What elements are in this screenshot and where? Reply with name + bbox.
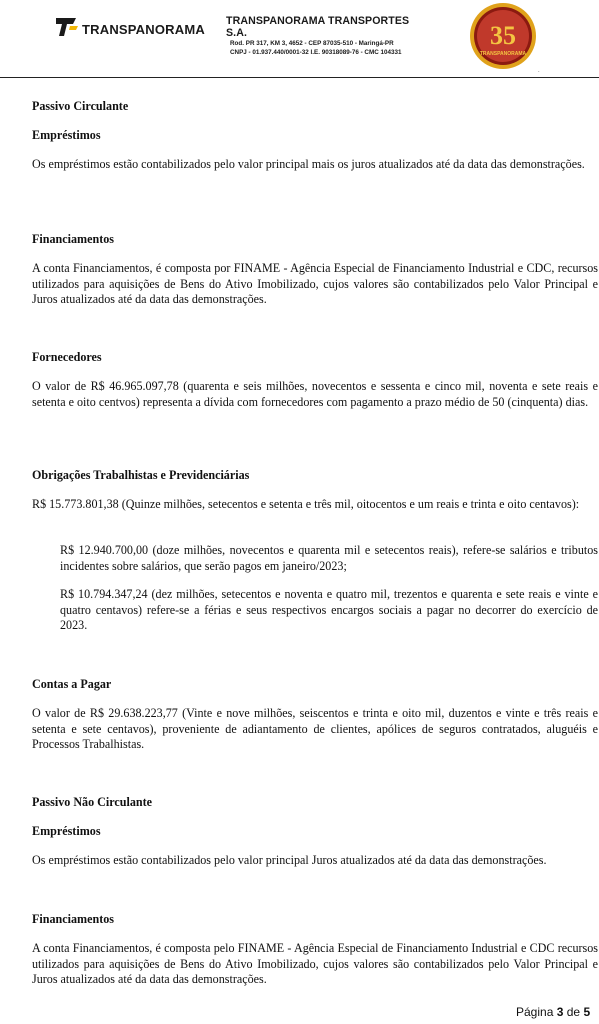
corner-mark: . (538, 68, 540, 74)
heading-emprestimos-nc: Empréstimos (32, 824, 101, 838)
paragraph-contas-a-pagar: O valor de R$ 29.638.223,77 (Vinte e nove milhões, seiscentos e trinta e oito mil, duzentos e vinte e três reais e setenta e sete centavos), proveniente de adiantamento de clientes, apólices de seguros contratados, aluguéis e Processos Trabalhistas. (32, 706, 598, 751)
page-number (516, 1005, 590, 1019)
company-name: TRANSPANORAMA TRANSPORTES S.A. (226, 15, 410, 39)
company-address: Rod. PR 317, KM 3, 4652 - CEP 87035-510 - Maringá-PR (230, 40, 394, 47)
page-current: 3 (556, 1005, 564, 1019)
paragraph-financiamentos: A conta Financiamentos, é composta por FINAME - Agência Especial de Financiamento Industrial e CDC, recursos utilizados para aquisições de Bens do Ativo Imobilizado, cujos valores são contabilizados pelo Valor Principal e Juros atualizados até da data das demonstrações. (32, 261, 598, 306)
page-word: Página (516, 1005, 554, 1019)
paragraph-obrigacoes-salarios: R$ 12.940.700,00 (doze milhões, novecentos e quarenta mil e setecentos reais), refere-se salários e tributos incidentes sobre salários, que serão pagos em janeiro/2023; (60, 543, 598, 573)
anniversary-badge (469, 2, 537, 70)
paragraph-emprestimos: Os empréstimos estão contabilizados pelo valor principal mais os juros atualizados até da data das demonstrações. (32, 157, 585, 171)
anniversary-seal-icon (469, 2, 537, 70)
paragraph-obrigacoes: R$ 15.773.801,38 (Quinze milhões, setecentos e setenta e três mil, oitocentos e um reais e trinta e oito centavos): (32, 497, 580, 511)
paragraph-emprestimos-nc: Os empréstimos estão contabilizados pelo valor principal Juros atualizados até da data das demonstrações. (32, 853, 547, 867)
paragraph-obrigacoes-ferias: R$ 10.794.347,24 (dez milhões, setecentos e noventa e quatro mil, trezentos e quarenta e sete reais e vinte e quatro centavos) refere-se a férias e seus respectivos encargos sociais a pagar no decorrer do exercício de 2023. (60, 587, 598, 632)
company-cnpj: CNPJ - 01.937.440/0001-32 I.E. 90318089-76 - CMC 104331 (230, 49, 402, 56)
page-header (0, 0, 599, 78)
heading-passivo-nao-circulante: Passivo Não Circulante (32, 795, 153, 809)
heading-emprestimos: Empréstimos (32, 128, 101, 142)
heading-passivo-circulante: Passivo Circulante (32, 99, 129, 113)
page-of: de (566, 1005, 581, 1019)
logo-text: TRANSPANORAMA (82, 21, 205, 37)
page-total: 5 (583, 1005, 591, 1019)
paragraph-financiamentos-nc: A conta Financiamentos, é composta pelo FINAME - Agência Especial de Financiamento Industrial e CDC recursos utilizados para aquisições de Bens do Ativo Imobilizado, cujos valores são contabilizados pelo Valor Principal e Juros atualizados até da data das demonstrações. (32, 941, 598, 986)
badge-text: TRANSPANORAMA (479, 51, 527, 57)
heading-financiamentos-nc: Financiamentos (32, 912, 114, 926)
heading-fornecedores: Fornecedores (32, 350, 102, 364)
badge-number: 35 (490, 21, 516, 50)
heading-contas-a-pagar: Contas a Pagar (32, 677, 112, 691)
heading-obrigacoes: Obrigações Trabalhistas e Previdenciárias (32, 468, 250, 482)
paragraph-fornecedores: O valor de R$ 46.965.097,78 (quarenta e seis milhões, novecentos e sessenta e cinco mil, noventa e sete reais e setenta e oito centvos) representa a dívida com fornecedores com pagamento a prazo médio de 50 (cinquenta) dias. (32, 379, 598, 409)
company-info (226, 15, 422, 57)
transpanorama-logo-icon (56, 16, 80, 38)
company-logo (56, 16, 205, 38)
heading-financiamentos: Financiamentos (32, 232, 114, 246)
